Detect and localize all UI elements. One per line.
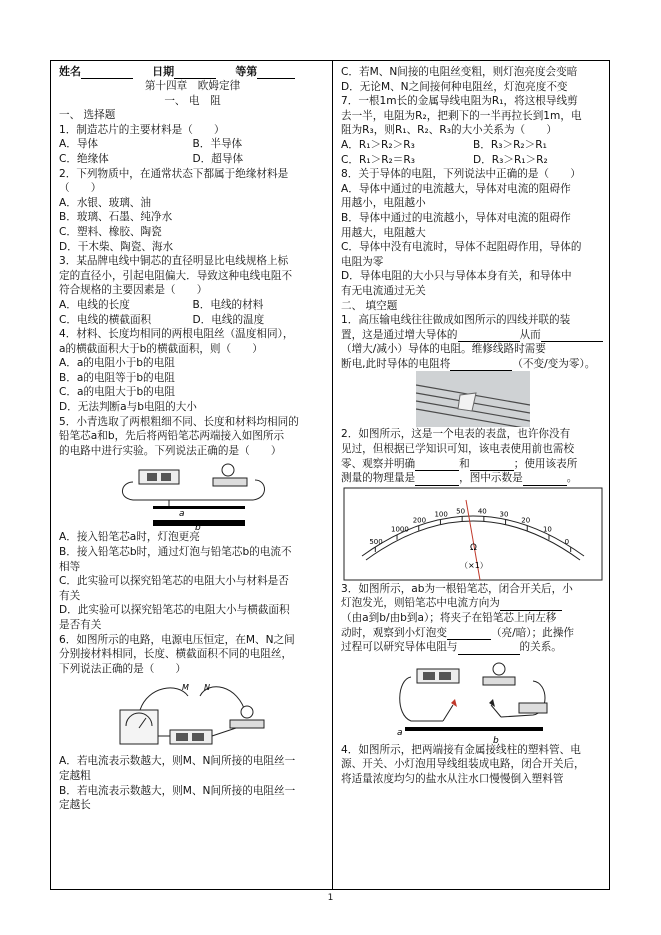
- dial-tick-label: 10: [542, 525, 552, 534]
- f4-line: 将适量浓度均匀的盐水从注水口慢慢倒入塑料管: [341, 773, 564, 785]
- f1-blank-2[interactable]: [541, 330, 603, 342]
- q7-option-a: A．R₁＞R₂＞R₃: [341, 138, 415, 151]
- f3-label-b: b: [493, 735, 499, 743]
- part1-title: 一、 选择题: [59, 109, 116, 122]
- f3-text: 的关系。: [519, 641, 562, 654]
- q6-option-d: D．无论M、N之间接何种电阻丝，灯泡亮度不变: [341, 80, 568, 93]
- dial-unit: Ω: [470, 542, 477, 553]
- q7-option-b: B．R₃＞R₂＞R₁: [473, 138, 547, 151]
- f3-text: 灯泡发光，则铅笔芯中电流方向为: [341, 597, 500, 610]
- q8-option-a: A．导体中通过的电流越大，导体对电流的阻碍作: [341, 182, 571, 195]
- q-f3-circuit-figure: [383, 655, 563, 743]
- bulb-icon: [493, 663, 505, 675]
- f3-blank-2[interactable]: [447, 628, 491, 640]
- fill-question-4: [341, 743, 605, 787]
- f2-line: [341, 457, 605, 472]
- rank-blank[interactable]: [257, 66, 295, 79]
- ohmmeter-dial-figure: [342, 486, 604, 582]
- f3-wire: [400, 677, 545, 721]
- q7-stem-line: 7．一根1m长的金属导线电阻为R₁，将这根导线剪: [341, 95, 578, 108]
- q5-label-b: b: [194, 523, 201, 531]
- f3-text: 动时，观察到小灯泡变: [341, 626, 447, 639]
- dial-tick-label: 1000: [391, 525, 409, 534]
- q6-option-b-cont: 定越长: [59, 799, 91, 812]
- q7-stem-line: 阻为R₃，则R₁、R₂、R₃的大小关系为（ ）: [341, 124, 557, 137]
- left-column: [51, 61, 333, 889]
- q6-label-n: N: [203, 683, 210, 693]
- f1-text: 从而: [519, 328, 541, 341]
- f2-text: ；使用该表所: [513, 457, 578, 470]
- clip-lead: [443, 705, 501, 721]
- q6-option-c: C．若M、N间接的电阻丝变粗，则灯泡亮度会变暗: [341, 66, 578, 78]
- q1-option-d: D．超导体: [192, 152, 244, 165]
- dial-range: （×1）: [460, 560, 488, 570]
- q6-stem-line: 6．如图所示的电路，电源电压恒定，在M、N之间: [59, 633, 295, 646]
- name-blank[interactable]: [81, 66, 133, 79]
- q5-stem-line: 铅笔芯a和b，先后将两铅笔芯两端接入如图所示: [59, 430, 285, 443]
- q1-option-a: A．导体: [59, 138, 99, 151]
- q3-stem-line: 定的直径小，引起电阻偏大．导致这种电线电阻不: [59, 269, 293, 282]
- q2-stem-line: 2．下列物质中，在通常状态下都属于绝缘材料是: [59, 167, 289, 180]
- battery-icon: [139, 470, 179, 484]
- q6-circuit-figure: [108, 676, 278, 754]
- q3-option-d: D．电线的温度: [192, 313, 265, 326]
- question-7: [341, 94, 605, 167]
- q5-circuit-figure: [103, 458, 283, 530]
- question-3: [59, 254, 326, 327]
- f2-text: 测量的物理量是: [341, 472, 416, 485]
- f1-text: （不变/变为零）。: [512, 357, 596, 370]
- question-5: [59, 415, 326, 633]
- bulb-icon: [241, 706, 253, 718]
- lamp-base-icon: [213, 478, 247, 486]
- q2-option-b: B．玻璃、石墨、纯净水: [59, 211, 173, 224]
- f1-blank-1[interactable]: [458, 330, 520, 342]
- q3-option-b: B．电线的材料: [192, 298, 264, 311]
- pencil-lead-a: [153, 506, 245, 509]
- right-column: [333, 61, 611, 889]
- q8-stem-line: 8．关于导体的电阻，下列说法中正确的是（ ）: [341, 168, 581, 181]
- f2-blank-2[interactable]: [470, 459, 514, 471]
- q8-option-c: C．导体中没有电流时，导体不起阻碍作用，导体的: [341, 241, 582, 254]
- q5-stem-line: 的电路中进行实验。下列说法正确的是（ ）: [59, 444, 282, 457]
- part2-title: 二、 填空题: [341, 299, 398, 312]
- bulb-icon: [222, 464, 234, 476]
- chapter-title: 第十四章 欧姆定律: [144, 80, 241, 92]
- worksheet-frame: [50, 60, 610, 890]
- f3-line: [341, 626, 605, 641]
- battery-cell-icon: [176, 733, 188, 741]
- battery-cell-icon: [439, 672, 451, 680]
- q6-option-a: A．若电流表示数越大，则M、N间所接的电阻丝一: [59, 755, 296, 768]
- q2-option-c: C．塑料、橡胶、陶瓷: [59, 225, 162, 238]
- switch-icon: [519, 703, 547, 713]
- f2-text: 和: [459, 457, 470, 470]
- q4-option-a: A．a的电阻小于b的电阻: [59, 357, 175, 370]
- q3-stem-line: 3．某品牌电线中铜芯的直径明显比电线规格上标: [59, 255, 289, 268]
- f2-line: 见过，但根据已学知识可知，该电表使用前也需校: [341, 443, 575, 456]
- q5-option-c: C．此实验可以探究铅笔芯的电阻大小与材料是否: [59, 575, 289, 588]
- q5-option-b-cont: 相等: [59, 560, 81, 573]
- f2-blank-3[interactable]: [415, 474, 459, 486]
- dial-tick-label: 30: [499, 510, 509, 519]
- question-2: [59, 167, 326, 255]
- date-label: 日期: [152, 65, 175, 78]
- q5-option-b: B．接入铅笔芯b时，通过灯泡与铅笔芯b的电流不: [59, 546, 292, 559]
- f1-text: 置，这是通过增大导体的: [341, 328, 458, 341]
- q3-stem-line: 符合规格的主要因素是（ ）: [59, 284, 208, 297]
- f2-line: [341, 471, 605, 486]
- f3-text: 过程可以研究导体电阻与: [341, 641, 458, 654]
- rank-label: 等第: [235, 65, 258, 78]
- name-label: 姓名: [59, 65, 81, 78]
- f2-text: 零、观察并明确: [341, 457, 416, 470]
- q6-label-m: M: [181, 683, 189, 693]
- dial-tick-label: 20: [521, 516, 531, 525]
- dial-tick-label: 0: [564, 537, 570, 546]
- f1-line: 1．高压输电线往往做成如图所示的四线并联的装: [341, 314, 571, 327]
- q4-option-d: D．无法判断a与b电阻的大小: [59, 401, 197, 414]
- f2-line: 2．如图所示，这是一个电表的表盘，也许你没有: [341, 428, 571, 441]
- q6-option-b: B．若电流表示数越大，则M、N间所接的电阻丝一: [59, 784, 296, 797]
- q8-option-a-cont: 用越小，电阻越小: [341, 197, 426, 210]
- q5-label-a: a: [178, 509, 185, 520]
- page-number: 1: [327, 893, 334, 903]
- lamp-base-icon: [230, 720, 264, 728]
- f1-line: [341, 357, 605, 372]
- date-blank[interactable]: [174, 66, 216, 79]
- q8-option-d-cont: 有无电流通过无关: [341, 284, 426, 297]
- q4-stem-line: a的横截面积大于b的横截面积，则（ ）: [59, 342, 263, 355]
- dial-tick-label: 500: [369, 537, 383, 546]
- f2-text: ，图中示数是: [459, 472, 523, 485]
- f3-label-a: a: [397, 727, 403, 738]
- dial-tick-label: 40: [477, 507, 487, 516]
- q5-option-a: A．接入铅笔芯a时，灯泡更亮: [59, 531, 200, 544]
- q6-option-a-cont: 定越粗: [59, 769, 91, 782]
- f2-blank-4[interactable]: [523, 474, 567, 486]
- q8-option-d: D．导体电阻的大小只与导体本身有关，和导体中: [341, 270, 572, 283]
- pencil-lead-ab: [405, 727, 543, 731]
- q4-option-c: C．a的电阻大于b的电阻: [59, 386, 175, 399]
- q7-option-d: D．R₃＞R₁＞R₂: [473, 153, 548, 166]
- f3-line: [341, 596, 605, 611]
- power-line-photo: [416, 371, 530, 427]
- dial-tick-label: 50: [456, 507, 466, 516]
- battery-cell-icon: [147, 473, 157, 481]
- q1-option-b: B．半导体: [192, 138, 243, 151]
- f1-text: 断电,此时导体的电阻将: [341, 357, 451, 370]
- q7-stem-line: 去一半，电阻为R₂，把剩下的一半再拉长到1m，电: [341, 109, 582, 122]
- question-1: [59, 123, 326, 167]
- question-8: [341, 167, 605, 298]
- q4-stem-line: 4．材料、长度均相同的两根电阻丝（温度相同），: [59, 328, 294, 341]
- f1-blank-3[interactable]: [450, 359, 512, 371]
- q8-option-c-cont: 电阻为零: [341, 255, 384, 268]
- f3-blank-1[interactable]: [500, 599, 562, 611]
- dial-tick-label: 100: [434, 510, 448, 519]
- dial-tick-label: 200: [412, 516, 427, 525]
- fill-question-1: [341, 313, 605, 427]
- ammeter-icon: [120, 710, 158, 744]
- f3-line: [341, 640, 605, 655]
- fill-question-3: [341, 582, 605, 743]
- student-info-header: [59, 65, 326, 79]
- q2-option-a: A．水银、玻璃、油: [59, 196, 151, 209]
- q2-option-d: D．干木柴、陶瓷、海水: [59, 240, 174, 253]
- q5-option-d: D．此实验可以探究铅笔芯的电阻大小与横截面积: [59, 604, 290, 617]
- question-6: [59, 633, 326, 813]
- f2-text: 。: [566, 472, 578, 485]
- f3-line: 3．如图所示，ab为一根铅笔芯，闭合开关后，小: [341, 582, 573, 595]
- f4-line: 源、开关、小灯泡用导线组装成电路，闭合开关后，: [341, 758, 585, 771]
- battery-cell-icon: [423, 672, 435, 680]
- q3-option-a: A．电线的长度: [59, 298, 130, 311]
- fill-question-2: [341, 427, 605, 581]
- f3-line: （由a到b/由b到a）；将夹子在铅笔芯上向左移: [341, 612, 557, 625]
- lamp-base-icon: [483, 677, 515, 685]
- f2-blank-1[interactable]: [415, 459, 459, 471]
- q8-option-b-cont: 用越大，电阻越大: [341, 226, 426, 239]
- q5-stem-line: 5．小青选取了两根粗细不同、长度和材料均相同的: [59, 415, 299, 428]
- clip-icon: [451, 699, 457, 707]
- battery-cell-icon: [161, 473, 171, 481]
- section-title: 一、 电 阻: [164, 94, 221, 107]
- f1-line: [341, 328, 605, 343]
- q5-option-d-cont: 是否有关: [59, 619, 102, 631]
- q3-option-c: C．电线的横截面积: [59, 313, 152, 326]
- q1-option-c: C．绝缘体: [59, 152, 109, 165]
- f4-line: 4．如图所示，把两端接有金属接线柱的塑料管、电: [341, 743, 581, 756]
- q7-option-c: C．R₁＞R₂＝R₃: [341, 153, 416, 166]
- q1-stem: 1．制造芯片的主要材料是（ ）: [59, 123, 225, 136]
- q6-stem-line: 下列说法正确的是（ ）: [59, 662, 187, 675]
- q5-option-c-cont: 有关: [59, 589, 81, 602]
- q4-option-b: B．a的电阻等于b的电阻: [59, 371, 175, 384]
- q2-stem-line: （ ）: [59, 182, 102, 195]
- q6-stem-line: 分别接材料相同，长度、横截面积不同的电阻丝，: [59, 648, 293, 661]
- question-4: [59, 327, 326, 415]
- f1-line: （增大/减小）导体的电阻。维修线路时需要: [341, 343, 546, 356]
- f3-blank-3[interactable]: [458, 643, 520, 655]
- f3-text: （亮/暗）；此操作: [490, 626, 574, 639]
- q8-option-b: B．导体中通过的电流越小，导体对电流的阻碍作: [341, 211, 571, 224]
- battery-cell-icon: [192, 733, 204, 741]
